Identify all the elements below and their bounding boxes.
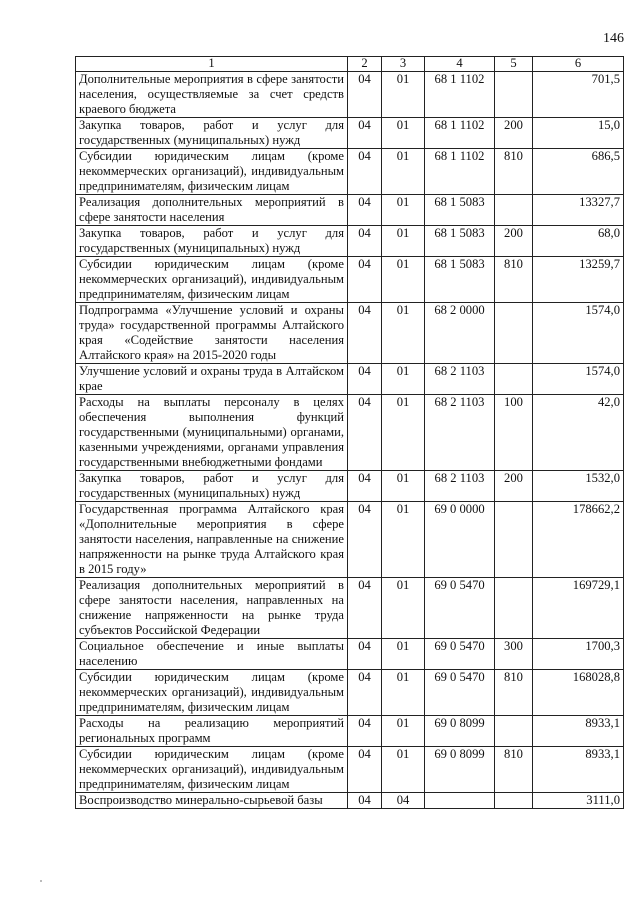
subsection-code-cell: 01 (382, 578, 425, 639)
subsection-code-cell: 01 (382, 395, 425, 471)
amount-cell: 8933,1 (533, 716, 624, 747)
section-code-cell: 04 (348, 226, 382, 257)
expense-type-cell: 300 (495, 639, 533, 670)
amount-cell: 1700,3 (533, 639, 624, 670)
expense-type-cell: 810 (495, 747, 533, 793)
table-row (76, 471, 624, 502)
amount-cell: 686,5 (533, 149, 624, 195)
amount-cell: 42,0 (533, 395, 624, 471)
expense-name-cell: Субсидии юридическим лицам (кроме некоммерческих организаций), индивидуальным предпринимателям, физическим лицам (76, 670, 348, 716)
section-code-cell: 04 (348, 670, 382, 716)
subsection-code-cell: 01 (382, 303, 425, 364)
expense-type-cell: 200 (495, 226, 533, 257)
subsection-code-cell: 01 (382, 195, 425, 226)
table-row (76, 793, 624, 809)
subsection-code-cell: 01 (382, 471, 425, 502)
expense-name-cell: Субсидии юридическим лицам (кроме некоммерческих организаций), индивидуальным предпринимателям, физическим лицам (76, 257, 348, 303)
table-row (76, 72, 624, 118)
table-row (76, 257, 624, 303)
expense-name-cell: Закупка товаров, работ и услуг для государственных (муниципальных) нужд (76, 118, 348, 149)
table-row (76, 364, 624, 395)
section-code-cell: 04 (348, 257, 382, 303)
target-article-cell: 69 0 0000 (425, 502, 495, 578)
table-row (76, 118, 624, 149)
table-row (76, 716, 624, 747)
table-row (76, 747, 624, 793)
section-code-cell: 04 (348, 502, 382, 578)
expense-name-cell: Улучшение условий и охраны труда в Алтайском крае (76, 364, 348, 395)
amount-cell: 169729,1 (533, 578, 624, 639)
section-code-cell: 04 (348, 578, 382, 639)
target-article-cell: 68 1 1102 (425, 72, 495, 118)
target-article-cell: 68 1 1102 (425, 149, 495, 195)
expense-type-cell: 200 (495, 471, 533, 502)
header-col-4: 4 (425, 57, 495, 72)
expense-type-cell (495, 716, 533, 747)
expense-name-cell: Государственная программа Алтайского края «Дополнительные мероприятия в сфере занятости населения, направленные на снижение напряженности на рынке труда Алтайского края в 2015 году» (76, 502, 348, 578)
subsection-code-cell: 01 (382, 72, 425, 118)
scan-artifact (40, 880, 42, 882)
section-code-cell: 04 (348, 72, 382, 118)
amount-cell: 68,0 (533, 226, 624, 257)
section-code-cell: 04 (348, 395, 382, 471)
section-code-cell: 04 (348, 195, 382, 226)
subsection-code-cell: 01 (382, 257, 425, 303)
section-code-cell: 04 (348, 747, 382, 793)
subsection-code-cell: 01 (382, 670, 425, 716)
expense-type-cell (495, 502, 533, 578)
table-row (76, 226, 624, 257)
header-col-3: 3 (382, 57, 425, 72)
amount-cell: 178662,2 (533, 502, 624, 578)
target-article-cell: 69 0 8099 (425, 716, 495, 747)
expense-type-cell (495, 578, 533, 639)
target-article-cell: 69 0 5470 (425, 639, 495, 670)
target-article-cell: 68 2 1103 (425, 471, 495, 502)
subsection-code-cell: 01 (382, 118, 425, 149)
target-article-cell: 68 2 1103 (425, 364, 495, 395)
subsection-code-cell: 01 (382, 639, 425, 670)
subsection-code-cell: 01 (382, 716, 425, 747)
section-code-cell: 04 (348, 118, 382, 149)
section-code-cell: 04 (348, 793, 382, 809)
header-col-1: 1 (76, 57, 348, 72)
header-col-6: 6 (533, 57, 624, 72)
subsection-code-cell: 04 (382, 793, 425, 809)
target-article-cell: 68 1 5083 (425, 257, 495, 303)
amount-cell: 13327,7 (533, 195, 624, 226)
expense-type-cell: 810 (495, 670, 533, 716)
expense-type-cell: 200 (495, 118, 533, 149)
expense-name-cell: Субсидии юридическим лицам (кроме некоммерческих организаций), индивидуальным предпринимателям, физическим лицам (76, 747, 348, 793)
expense-name-cell: Закупка товаров, работ и услуг для государственных (муниципальных) нужд (76, 226, 348, 257)
amount-cell: 15,0 (533, 118, 624, 149)
subsection-code-cell: 01 (382, 502, 425, 578)
expense-name-cell: Дополнительные мероприятия в сфере занятости населения, осуществляемые за счет средств краевого бюджета (76, 72, 348, 118)
target-article-cell: 69 0 5470 (425, 578, 495, 639)
expense-type-cell (495, 793, 533, 809)
subsection-code-cell: 01 (382, 149, 425, 195)
amount-cell: 13259,7 (533, 257, 624, 303)
header-col-5: 5 (495, 57, 533, 72)
amount-cell: 8933,1 (533, 747, 624, 793)
table-row (76, 578, 624, 639)
subsection-code-cell: 01 (382, 364, 425, 395)
table-row (76, 639, 624, 670)
target-article-cell: 69 0 5470 (425, 670, 495, 716)
expense-name-cell: Подпрограмма «Улучшение условий и охраны труда» государственной программы Алтайского края «Содействие занятости населения Алтайского края» на 2015-2020 годы (76, 303, 348, 364)
target-article-cell: 68 1 1102 (425, 118, 495, 149)
amount-cell: 168028,8 (533, 670, 624, 716)
target-article-cell: 68 1 5083 (425, 226, 495, 257)
table-row (76, 395, 624, 471)
amount-cell: 701,5 (533, 72, 624, 118)
section-code-cell: 04 (348, 364, 382, 395)
expense-name-cell: Реализация дополнительных мероприятий в сфере занятости населения, направленных на снижение напряженности на рынке труда субъектов Российской Федерации (76, 578, 348, 639)
expense-type-cell (495, 364, 533, 395)
subsection-code-cell: 01 (382, 226, 425, 257)
expense-type-cell (495, 195, 533, 226)
amount-cell: 1574,0 (533, 303, 624, 364)
table-row (76, 195, 624, 226)
target-article-cell: 68 2 1103 (425, 395, 495, 471)
section-code-cell: 04 (348, 639, 382, 670)
target-article-cell: 69 0 8099 (425, 747, 495, 793)
target-article-cell (425, 793, 495, 809)
table-row (76, 303, 624, 364)
expense-name-cell: Субсидии юридическим лицам (кроме некоммерческих организаций), индивидуальным предпринимателям, физическим лицам (76, 149, 348, 195)
section-code-cell: 04 (348, 716, 382, 747)
expense-type-cell (495, 72, 533, 118)
section-code-cell: 04 (348, 303, 382, 364)
amount-cell: 1532,0 (533, 471, 624, 502)
table-row (76, 502, 624, 578)
header-col-2: 2 (348, 57, 382, 72)
expense-name-cell: Расходы на выплаты персоналу в целях обеспечения выполнения функций государственными (муниципальными) органами, казенными учреждениями, органами управления государственными внебюджетными фондами (76, 395, 348, 471)
page-number: 146 (603, 31, 624, 46)
expense-type-cell: 100 (495, 395, 533, 471)
section-code-cell: 04 (348, 149, 382, 195)
amount-cell: 1574,0 (533, 364, 624, 395)
expense-name-cell: Закупка товаров, работ и услуг для государственных (муниципальных) нужд (76, 471, 348, 502)
table-body (76, 72, 624, 809)
expense-type-cell: 810 (495, 149, 533, 195)
section-code-cell: 04 (348, 471, 382, 502)
expense-type-cell (495, 303, 533, 364)
expense-name-cell: Социальное обеспечение и иные выплаты населению (76, 639, 348, 670)
expense-name-cell: Воспроизводство минерально-сырьевой базы (76, 793, 348, 809)
table-header-row (76, 57, 624, 72)
table-row (76, 670, 624, 716)
target-article-cell: 68 1 5083 (425, 195, 495, 226)
table-row (76, 149, 624, 195)
target-article-cell: 68 2 0000 (425, 303, 495, 364)
amount-cell: 3111,0 (533, 793, 624, 809)
budget-table (75, 56, 624, 809)
expense-name-cell: Расходы на реализацию мероприятий региональных программ (76, 716, 348, 747)
expense-type-cell: 810 (495, 257, 533, 303)
subsection-code-cell: 01 (382, 747, 425, 793)
expense-name-cell: Реализация дополнительных мероприятий в сфере занятости населения (76, 195, 348, 226)
